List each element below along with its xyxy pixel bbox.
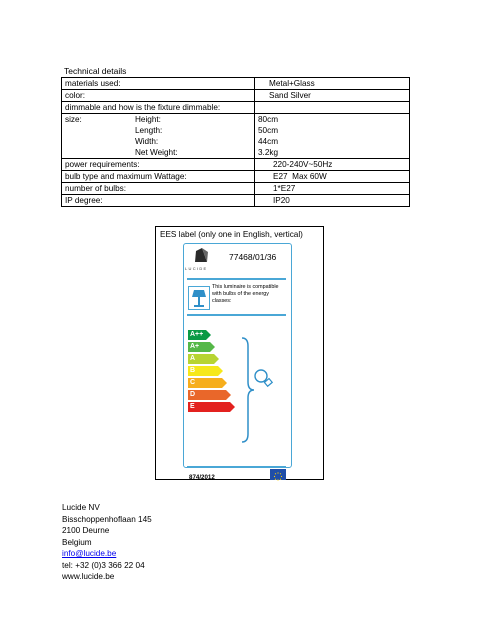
table-row: [62, 159, 410, 171]
country: Belgium: [62, 537, 92, 547]
energy-class-label: C: [190, 379, 196, 386]
divider: [187, 466, 286, 468]
table-row: [62, 114, 410, 159]
energy-class-bar: [188, 366, 216, 376]
company-name: Lucide NV: [62, 503, 100, 512]
regulation-number: 874/2012: [189, 474, 215, 481]
ees-label-box: [155, 226, 324, 480]
energy-class-bar: [188, 378, 220, 388]
energy-class-label: E: [190, 403, 195, 410]
spec-value: Sand Silver: [255, 90, 410, 102]
energy-class-bar: [188, 342, 208, 352]
net-weight-label: Net Weight:: [135, 148, 178, 157]
brace-icon: [240, 336, 256, 444]
energy-class-label: A++: [190, 331, 204, 338]
technical-details-heading: Technical details: [64, 66, 127, 76]
spec-value: E27 Max 60W: [255, 171, 410, 183]
city: 2100 Deurne: [62, 526, 110, 535]
table-row: [62, 90, 410, 102]
spec-value: 1*E27: [255, 183, 410, 195]
energy-class-bar: [188, 330, 204, 340]
energy-class-label: A+: [190, 343, 200, 350]
energy-class-bar: [188, 390, 224, 400]
energy-class-bar: [188, 354, 212, 364]
spec-value: Metal+Glass: [255, 78, 410, 90]
contact-block: [62, 502, 152, 583]
brand-text: LUCIDE: [185, 266, 208, 271]
spec-value: IP20: [255, 195, 410, 207]
divider: [187, 314, 286, 316]
length-value: 50cm: [258, 126, 279, 135]
spec-label: number of bulbs:: [62, 183, 255, 195]
width-value: 44cm: [258, 137, 279, 146]
energy-class-label: D: [190, 391, 196, 398]
size-label-cell: [62, 114, 255, 159]
energy-class-bar: [188, 402, 228, 412]
compatibility-text: This luminaire is compatible with bulbs of the energy classes:: [212, 284, 279, 304]
divider: [187, 278, 286, 280]
email-link[interactable]: info@lucide.be: [62, 549, 117, 558]
ees-label-title: EES label (only one in English, vertical): [160, 230, 303, 239]
lamp-icon: [189, 287, 209, 309]
spec-label: size:: [65, 115, 82, 124]
street-address: Bisschoppenhoflaan 145: [62, 514, 152, 524]
spec-label: color:: [62, 90, 255, 102]
energy-label-card: [183, 243, 292, 481]
net-weight-value: 3.2kg: [258, 148, 279, 157]
table-row: [62, 102, 410, 114]
size-values-cell: [255, 114, 410, 159]
spec-label: IP degree:: [62, 195, 255, 207]
eu-flag-icon: [270, 469, 286, 480]
table-row: [62, 183, 410, 195]
spec-label: dimmable and how is the fixture dimmable:: [62, 102, 255, 114]
spec-table: [61, 77, 410, 207]
table-row: [62, 195, 410, 207]
spec-value: 220-240V~50Hz: [255, 159, 410, 171]
table-row: [62, 78, 410, 90]
length-label: Length:: [135, 126, 163, 135]
energy-class-label: A: [190, 355, 196, 362]
height-label: Height:: [135, 115, 161, 124]
spec-value: [255, 102, 410, 114]
height-value: 80cm: [258, 115, 279, 124]
bulb-icon: [253, 368, 275, 388]
energy-class-label: B: [190, 367, 196, 374]
spec-label: materials used:: [62, 78, 255, 90]
phone-number: tel: +32 (0)3 366 22 04: [62, 560, 145, 570]
spec-label: bulb type and maximum Wattage:: [62, 171, 255, 183]
bar-shape: [188, 402, 235, 412]
width-label: Width:: [135, 137, 159, 146]
table-row: [62, 171, 410, 183]
spec-label: power requirements:: [62, 159, 255, 171]
size-sub-labels: [135, 114, 251, 158]
lamp-icon-box: [188, 286, 210, 310]
model-number: 77468/01/36: [229, 252, 277, 262]
website: www.lucide.be: [62, 572, 115, 581]
